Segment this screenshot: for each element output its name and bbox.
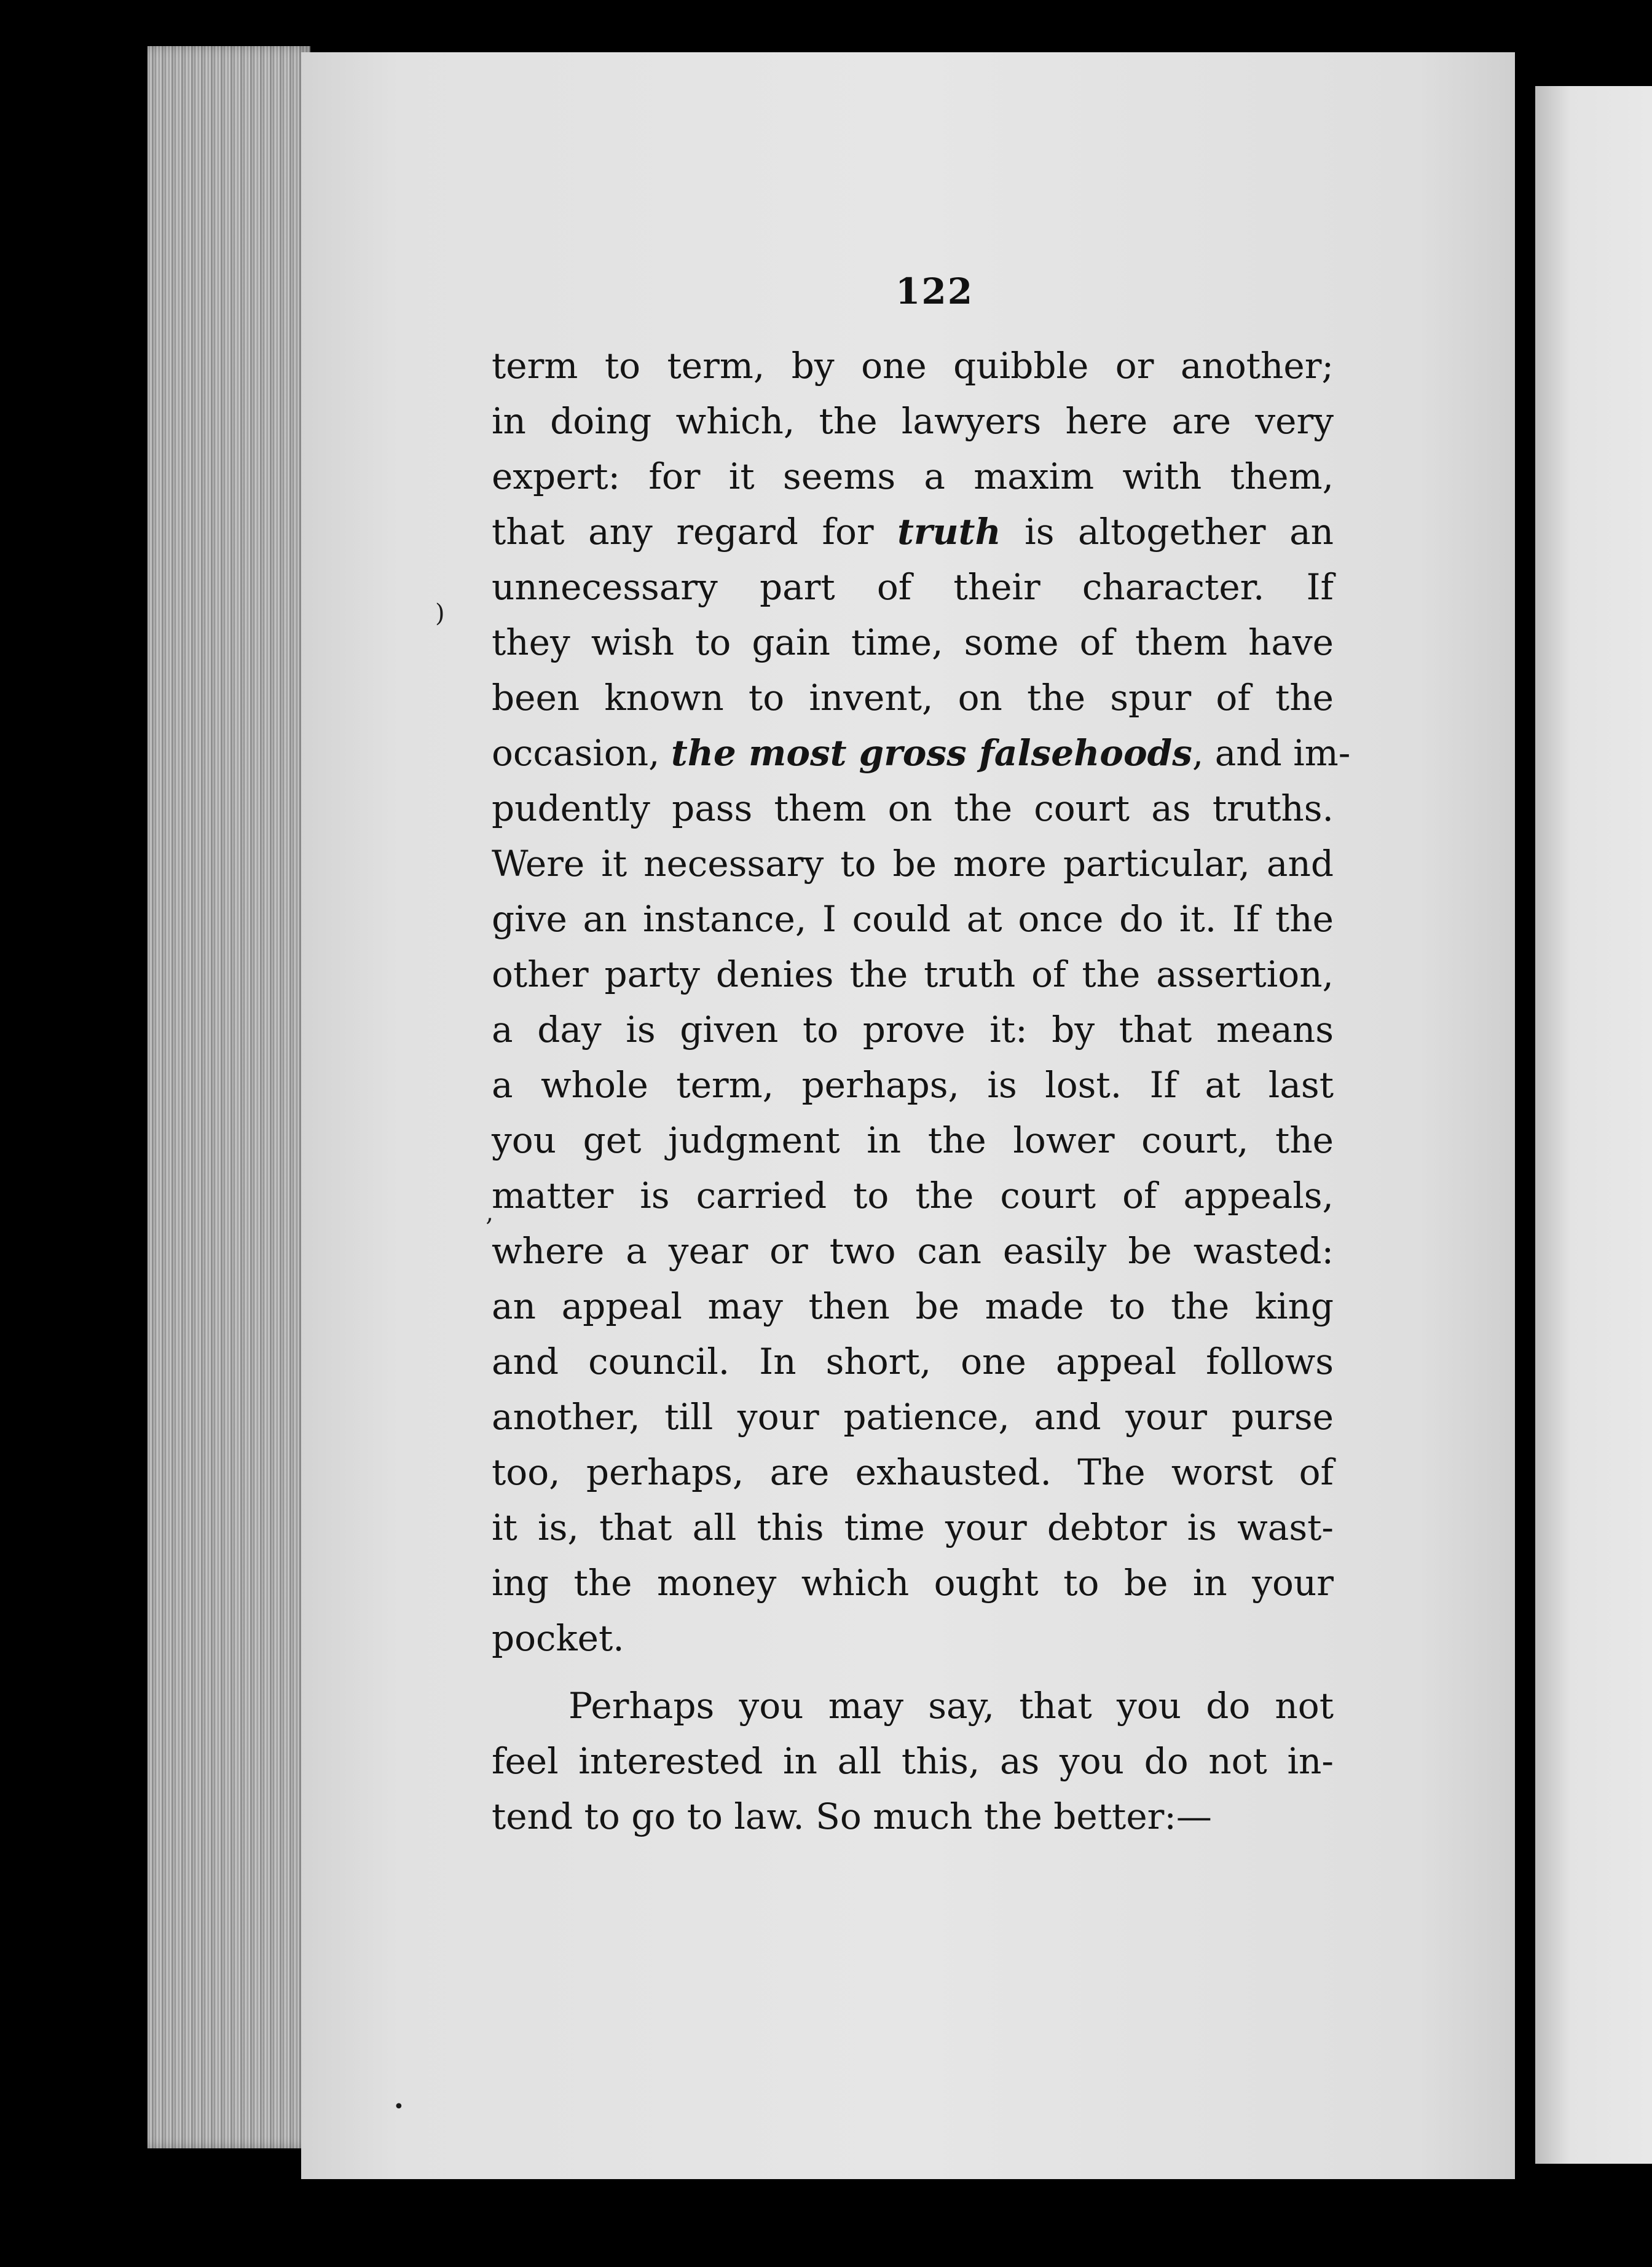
text-line <box>492 1389 1334 1445</box>
text-segment: that any regard for <box>492 511 898 553</box>
text-line <box>492 1789 1334 1844</box>
text-segment: is altogether an <box>1001 511 1334 553</box>
paragraph-gap <box>492 1666 1334 1678</box>
text-line <box>492 615 1334 670</box>
text-segment: matter is carried to the court of appeals, <box>492 1175 1334 1216</box>
margin-speck: ) <box>435 599 445 628</box>
text-segment: feel interested in all this, as you do not in- <box>492 1740 1334 1782</box>
text-line <box>492 1555 1334 1611</box>
text-segment: you get judgment in the lower court, the <box>492 1119 1334 1161</box>
text-line <box>492 670 1334 725</box>
italic-text: truth <box>897 511 1001 553</box>
text-line <box>492 781 1334 836</box>
text-segment: an appeal may then be made to the king <box>492 1285 1334 1327</box>
text-segment: pocket. <box>492 1617 624 1659</box>
text-segment: it is, that all this time your debtor is wast- <box>492 1507 1334 1548</box>
text-segment: tend to go to law. So much the better:— <box>492 1796 1212 1837</box>
text-segment: where a year or two can easily be wasted: <box>492 1230 1334 1272</box>
text-line <box>492 1168 1334 1223</box>
text-line <box>492 1611 1334 1666</box>
text-segment: other party denies the truth of the assertion, <box>492 953 1334 995</box>
text-segment: Perhaps you may say, that you do not <box>568 1685 1334 1727</box>
text-segment: give an instance, I could at once do it. If the <box>492 898 1334 940</box>
text-segment: pudently pass them on the court as truths. <box>492 787 1334 829</box>
text-segment: been known to invent, on the spur of the <box>492 677 1334 719</box>
text-segment: occasion, <box>492 732 671 774</box>
page-body-text <box>492 338 1351 1844</box>
text-segment: a whole term, perhaps, is lost. If at last <box>492 1064 1334 1106</box>
text-line <box>492 725 1351 781</box>
text-segment: , and im- <box>1192 732 1351 774</box>
page-number: 122 <box>895 270 974 312</box>
facing-page-edge <box>1535 86 1652 2164</box>
margin-speck: ‚ <box>486 1199 494 1227</box>
text-segment: ing the money which ought to be in your <box>492 1562 1334 1604</box>
text-segment: expert: for it seems a maxim with them, <box>492 455 1334 497</box>
text-line <box>492 1733 1334 1789</box>
text-line <box>492 1223 1334 1279</box>
text-line <box>492 338 1334 393</box>
margin-speck: • <box>393 2096 404 2118</box>
text-segment: another, till your patience, and your purse <box>492 1396 1334 1438</box>
text-segment: unnecessary part of their character. If <box>492 566 1334 608</box>
text-line <box>492 947 1334 1002</box>
text-line <box>492 393 1334 449</box>
text-segment: term to term, by one quibble or another; <box>492 345 1334 387</box>
text-line <box>492 504 1334 559</box>
text-line <box>492 1500 1334 1555</box>
text-line <box>492 891 1334 947</box>
text-line <box>492 1334 1334 1389</box>
text-line <box>492 1445 1334 1500</box>
text-line <box>492 1057 1334 1113</box>
text-line <box>492 449 1334 504</box>
text-segment: in doing which, the lawyers here are very <box>492 400 1334 442</box>
italic-text: the most gross falsehoods <box>671 732 1192 774</box>
text-line <box>492 559 1334 615</box>
text-segment: and council. In short, one appeal follows <box>492 1341 1334 1382</box>
text-segment: they wish to gain time, some of them have <box>492 621 1334 663</box>
text-line <box>492 1113 1334 1168</box>
text-segment: Were it necessary to be more particular, and <box>492 843 1334 885</box>
text-segment: a day is given to prove it: by that means <box>492 1009 1334 1051</box>
text-line <box>492 1678 1334 1733</box>
text-line <box>492 836 1334 891</box>
text-line <box>492 1279 1334 1334</box>
text-line <box>492 1002 1334 1057</box>
text-segment: too, perhaps, are exhausted. The worst of <box>492 1451 1334 1493</box>
book-page-edges <box>148 46 310 2148</box>
